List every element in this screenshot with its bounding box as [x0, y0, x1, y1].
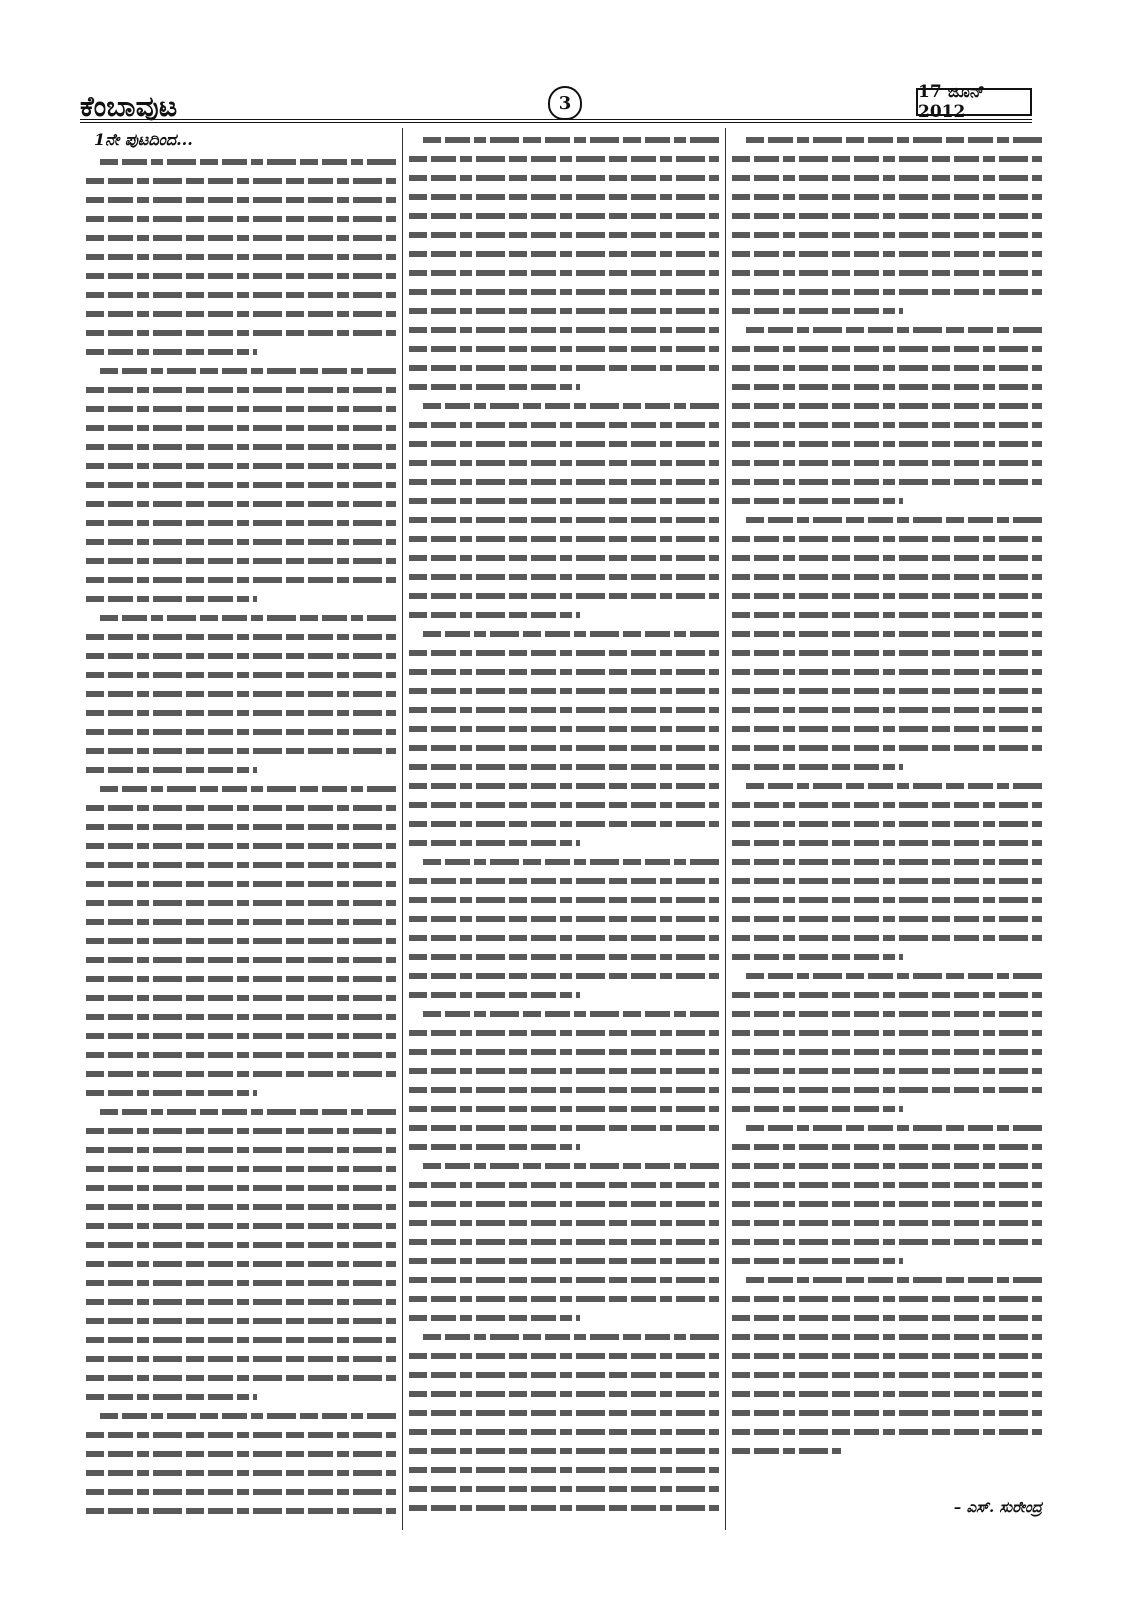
- text-line: [409, 1251, 719, 1270]
- text-line: [732, 757, 1042, 776]
- text-line: [409, 282, 719, 301]
- text-line: [409, 1118, 719, 1137]
- text-line: [732, 396, 1042, 415]
- text-line: [86, 551, 396, 570]
- text-line: [409, 453, 719, 472]
- text-line: [732, 928, 1042, 947]
- text-line: [732, 890, 1042, 909]
- text-line: [409, 1403, 719, 1422]
- text-line: [409, 852, 719, 871]
- text-line: [86, 1140, 396, 1159]
- text-line: [86, 1368, 396, 1387]
- text-line: [409, 757, 719, 776]
- text-line: [409, 149, 719, 168]
- text-block: [409, 130, 719, 1517]
- text-line: [86, 779, 396, 798]
- text-line: [86, 380, 396, 399]
- text-line: [86, 532, 396, 551]
- text-line: [732, 244, 1042, 263]
- text-line: [409, 643, 719, 662]
- text-line: [409, 909, 719, 928]
- text-line: [409, 1099, 719, 1118]
- text-line: [409, 1270, 719, 1289]
- text-line: [732, 453, 1042, 472]
- text-line: [409, 1498, 719, 1517]
- text-line: [732, 871, 1042, 890]
- text-line: [409, 548, 719, 567]
- text-line: [86, 950, 396, 969]
- text-line: [86, 1064, 396, 1083]
- text-line: [732, 985, 1042, 1004]
- text-line: [732, 1099, 1042, 1118]
- text-line: [732, 700, 1042, 719]
- text-line: [86, 931, 396, 950]
- text-line: [732, 814, 1042, 833]
- text-line: [409, 1080, 719, 1099]
- text-line: [732, 529, 1042, 548]
- text-line: [86, 513, 396, 532]
- text-line: [409, 1441, 719, 1460]
- article-column-3: [728, 128, 1046, 1530]
- text-line: [409, 871, 719, 890]
- text-line: [86, 1273, 396, 1292]
- text-line: [86, 475, 396, 494]
- text-line: [86, 570, 396, 589]
- text-line: [732, 1251, 1042, 1270]
- text-line: [86, 893, 396, 912]
- text-line: [732, 1137, 1042, 1156]
- text-line: [732, 1422, 1042, 1441]
- text-line: [409, 1460, 719, 1479]
- text-line: [86, 988, 396, 1007]
- column-divider: [725, 128, 726, 1530]
- text-line: [409, 225, 719, 244]
- text-line: [732, 339, 1042, 358]
- text-line: [409, 510, 719, 529]
- text-line: [409, 700, 719, 719]
- text-line: [409, 1327, 719, 1346]
- text-line: [732, 491, 1042, 510]
- text-line: [409, 624, 719, 643]
- text-line: [732, 1441, 1042, 1460]
- text-line: [86, 1292, 396, 1311]
- text-line: [86, 1026, 396, 1045]
- text-line: [409, 681, 719, 700]
- text-line: [86, 741, 396, 760]
- text-block: [732, 130, 1042, 1460]
- text-line: [732, 947, 1042, 966]
- text-line: [86, 152, 396, 171]
- text-line: [732, 719, 1042, 738]
- text-line: [409, 130, 719, 149]
- text-line: [409, 187, 719, 206]
- text-line: [409, 1156, 719, 1175]
- page-number: 3: [548, 86, 582, 120]
- text-line: [86, 323, 396, 342]
- article-column-1: [82, 128, 400, 1530]
- text-line: [732, 320, 1042, 339]
- text-line: [732, 1289, 1042, 1308]
- text-line: [732, 1308, 1042, 1327]
- text-line: [409, 1289, 719, 1308]
- text-line: [732, 662, 1042, 681]
- text-line: [732, 909, 1042, 928]
- text-line: [86, 1178, 396, 1197]
- text-line: [732, 795, 1042, 814]
- text-line: [732, 1403, 1042, 1422]
- text-line: [409, 472, 719, 491]
- text-line: [409, 206, 719, 225]
- text-block: [86, 152, 396, 1520]
- text-line: [732, 282, 1042, 301]
- text-line: [732, 510, 1042, 529]
- text-line: [409, 434, 719, 453]
- text-line: [732, 1061, 1042, 1080]
- text-line: [86, 760, 396, 779]
- text-line: [732, 1118, 1042, 1137]
- text-line: [409, 947, 719, 966]
- text-line: [409, 244, 719, 263]
- text-line: [409, 263, 719, 282]
- text-line: [86, 437, 396, 456]
- text-line: [86, 418, 396, 437]
- text-line: [732, 1384, 1042, 1403]
- text-line: [409, 491, 719, 510]
- text-line: [86, 209, 396, 228]
- article-column-2: [405, 128, 723, 1530]
- text-line: [732, 833, 1042, 852]
- text-line: [86, 228, 396, 247]
- text-line: [409, 1061, 719, 1080]
- text-line: [86, 1216, 396, 1235]
- text-line: [409, 662, 719, 681]
- text-line: [409, 1175, 719, 1194]
- text-line: [409, 320, 719, 339]
- page-header: [80, 82, 1032, 124]
- text-line: [732, 358, 1042, 377]
- text-line: [732, 377, 1042, 396]
- text-line: [409, 738, 719, 757]
- text-line: [732, 966, 1042, 985]
- text-line: [732, 852, 1042, 871]
- text-line: [409, 1232, 719, 1251]
- text-line: [732, 1213, 1042, 1232]
- text-line: [86, 342, 396, 361]
- text-line: [409, 1365, 719, 1384]
- text-line: [86, 1083, 396, 1102]
- text-line: [86, 874, 396, 893]
- issue-date: 17 ಜೂನ್ 2012: [916, 88, 1032, 116]
- text-line: [732, 130, 1042, 149]
- text-line: [86, 646, 396, 665]
- text-line: [86, 171, 396, 190]
- text-line: [732, 624, 1042, 643]
- text-line: [409, 814, 719, 833]
- text-line: [732, 1365, 1042, 1384]
- text-line: [732, 1042, 1042, 1061]
- text-line: [409, 795, 719, 814]
- text-line: [86, 1406, 396, 1425]
- text-line: [86, 1007, 396, 1026]
- text-line: [86, 247, 396, 266]
- text-line: [86, 1501, 396, 1520]
- text-line: [86, 798, 396, 817]
- text-line: [732, 1327, 1042, 1346]
- text-line: [409, 966, 719, 985]
- text-line: [86, 1121, 396, 1140]
- text-line: [86, 1463, 396, 1482]
- text-line: [86, 361, 396, 380]
- text-line: [732, 1346, 1042, 1365]
- text-line: [86, 266, 396, 285]
- text-line: [409, 301, 719, 320]
- text-line: [409, 605, 719, 624]
- text-line: [409, 358, 719, 377]
- text-line: [86, 1045, 396, 1064]
- text-line: [86, 1235, 396, 1254]
- text-line: [732, 776, 1042, 795]
- byline: – ಎಸ್. ಸುರೇಂದ್ರ: [953, 1498, 1042, 1516]
- text-line: [86, 722, 396, 741]
- text-line: [86, 627, 396, 646]
- text-line: [86, 1311, 396, 1330]
- text-line: [732, 605, 1042, 624]
- text-line: [409, 1422, 719, 1441]
- text-line: [409, 1137, 719, 1156]
- text-line: [86, 608, 396, 627]
- text-line: [732, 225, 1042, 244]
- text-line: [732, 681, 1042, 700]
- text-line: [732, 1004, 1042, 1023]
- text-line: [409, 168, 719, 187]
- text-line: [732, 643, 1042, 662]
- text-line: [86, 494, 396, 513]
- masthead: ಕೆಂಬಾವುಟ: [80, 90, 178, 123]
- text-line: [409, 1194, 719, 1213]
- text-line: [732, 263, 1042, 282]
- text-line: [86, 399, 396, 418]
- text-line: [409, 1479, 719, 1498]
- text-line: [409, 1213, 719, 1232]
- text-line: [86, 304, 396, 323]
- text-line: [732, 1175, 1042, 1194]
- text-line: [409, 890, 719, 909]
- header-rule: [80, 119, 1032, 123]
- text-line: [732, 168, 1042, 187]
- text-line: [732, 1232, 1042, 1251]
- text-line: [86, 1444, 396, 1463]
- text-line: [732, 567, 1042, 586]
- text-line: [732, 548, 1042, 567]
- text-line: [732, 1156, 1042, 1175]
- text-line: [409, 415, 719, 434]
- text-line: [409, 719, 719, 738]
- text-line: [86, 589, 396, 608]
- text-line: [409, 1023, 719, 1042]
- text-line: [732, 1080, 1042, 1099]
- text-line: [732, 301, 1042, 320]
- text-line: [86, 1159, 396, 1178]
- text-line: [86, 855, 396, 874]
- text-line: [409, 529, 719, 548]
- text-line: [86, 703, 396, 722]
- text-line: [409, 928, 719, 947]
- text-line: [86, 665, 396, 684]
- column-divider: [402, 128, 403, 1530]
- text-line: [86, 684, 396, 703]
- text-line: [732, 738, 1042, 757]
- text-line: [86, 817, 396, 836]
- text-line: [732, 1023, 1042, 1042]
- text-line: [732, 1270, 1042, 1289]
- continued-from-heading: 1ನೇ ಪುಟದಿಂದ...: [94, 130, 193, 149]
- text-line: [86, 1425, 396, 1444]
- text-line: [86, 1387, 396, 1406]
- text-line: [86, 1349, 396, 1368]
- text-line: [732, 472, 1042, 491]
- text-line: [409, 985, 719, 1004]
- text-line: [409, 396, 719, 415]
- text-line: [86, 836, 396, 855]
- text-line: [409, 567, 719, 586]
- text-line: [86, 969, 396, 988]
- text-line: [86, 456, 396, 475]
- text-line: [409, 1346, 719, 1365]
- text-line: [732, 187, 1042, 206]
- text-line: [86, 1330, 396, 1349]
- text-line: [86, 1482, 396, 1501]
- text-line: [86, 1197, 396, 1216]
- text-line: [409, 776, 719, 795]
- text-line: [409, 1308, 719, 1327]
- text-line: [409, 1384, 719, 1403]
- text-line: [86, 1254, 396, 1273]
- text-line: [409, 339, 719, 358]
- text-line: [732, 149, 1042, 168]
- text-line: [409, 1042, 719, 1061]
- text-line: [409, 1004, 719, 1023]
- text-line: [86, 190, 396, 209]
- text-line: [86, 912, 396, 931]
- text-line: [732, 1194, 1042, 1213]
- text-line: [86, 285, 396, 304]
- text-line: [409, 377, 719, 396]
- text-line: [732, 586, 1042, 605]
- text-line: [732, 206, 1042, 225]
- text-line: [732, 415, 1042, 434]
- text-line: [409, 833, 719, 852]
- text-line: [732, 434, 1042, 453]
- text-line: [409, 586, 719, 605]
- text-line: [86, 1102, 396, 1121]
